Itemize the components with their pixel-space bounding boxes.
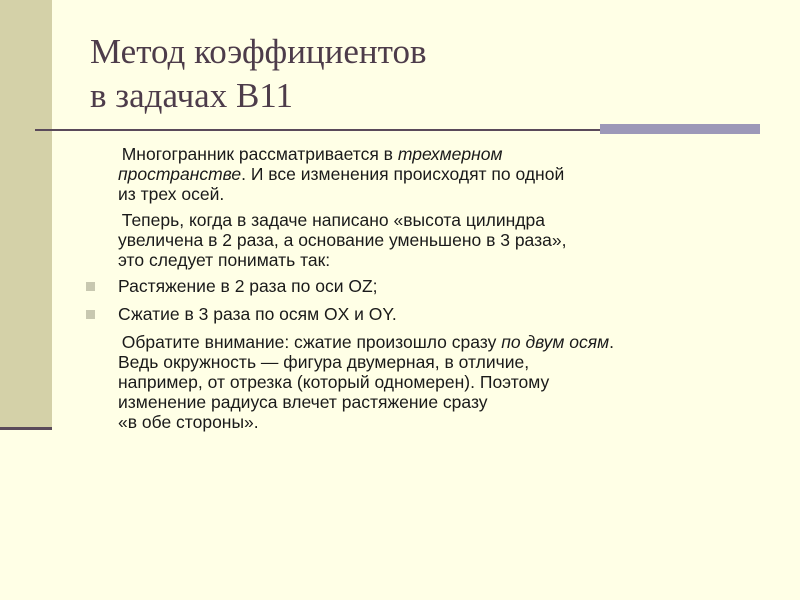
p1-text: Многогранник рассматривается в bbox=[121, 144, 398, 164]
slide-body bbox=[82, 144, 762, 436]
left-decorative-band bbox=[0, 0, 52, 430]
p3-italic: по двум осям bbox=[501, 332, 610, 352]
bullet-item-2 bbox=[82, 304, 762, 324]
bullet-square-icon bbox=[86, 282, 95, 291]
title-line-2: в задачах B11 bbox=[90, 76, 294, 115]
p1-line-2 bbox=[118, 164, 762, 184]
p3-text-1: Обратите внимание: сжатие произошло сразу bbox=[121, 332, 502, 352]
p3-line-4: изменение радиуса влечет растяжение сразу bbox=[118, 392, 488, 412]
p1-text-2: . И все изменения происходят по одной bbox=[241, 164, 565, 184]
p1-italic-1: трехмерном bbox=[397, 144, 503, 164]
p2-text-1: Теперь, когда в задаче написано «высота цилиндра bbox=[121, 210, 545, 230]
p2-line-2: увеличена в 2 раза, а основание уменьшено в 3 раза», bbox=[118, 230, 567, 250]
p3-line-1 bbox=[112, 332, 762, 352]
p3-text-suffix: . bbox=[609, 332, 614, 352]
p3-line-2: Ведь окружность — фигура двумерная, в отличие, bbox=[118, 352, 530, 372]
p1-italic-2: пространстве bbox=[118, 164, 242, 184]
title-line-1: Метод коэффициентов bbox=[90, 32, 427, 71]
slide-title bbox=[90, 30, 770, 118]
bullet-item-1 bbox=[82, 276, 762, 296]
p1-line-1 bbox=[112, 144, 762, 164]
bullet-text-1: Растяжение в 2 раза по оси OZ; bbox=[118, 276, 378, 296]
paragraph-1 bbox=[82, 144, 762, 204]
p3-line-3: например, от отрезка (который одномерен). Поэтому bbox=[118, 372, 550, 392]
paragraph-2 bbox=[82, 210, 762, 270]
bullet-text-2: Сжатие в 3 раза по осям OX и OY. bbox=[118, 304, 397, 324]
bullet-square-icon bbox=[86, 310, 95, 319]
title-divider-line bbox=[35, 129, 600, 131]
p2-line-3: это следует понимать так: bbox=[118, 250, 331, 270]
p1-line-3: из трех осей. bbox=[118, 184, 225, 204]
p3-line-5: «в обе стороны». bbox=[118, 412, 259, 432]
p2-line-1 bbox=[112, 210, 762, 230]
title-divider-accent bbox=[600, 124, 760, 134]
paragraph-3 bbox=[82, 332, 762, 432]
